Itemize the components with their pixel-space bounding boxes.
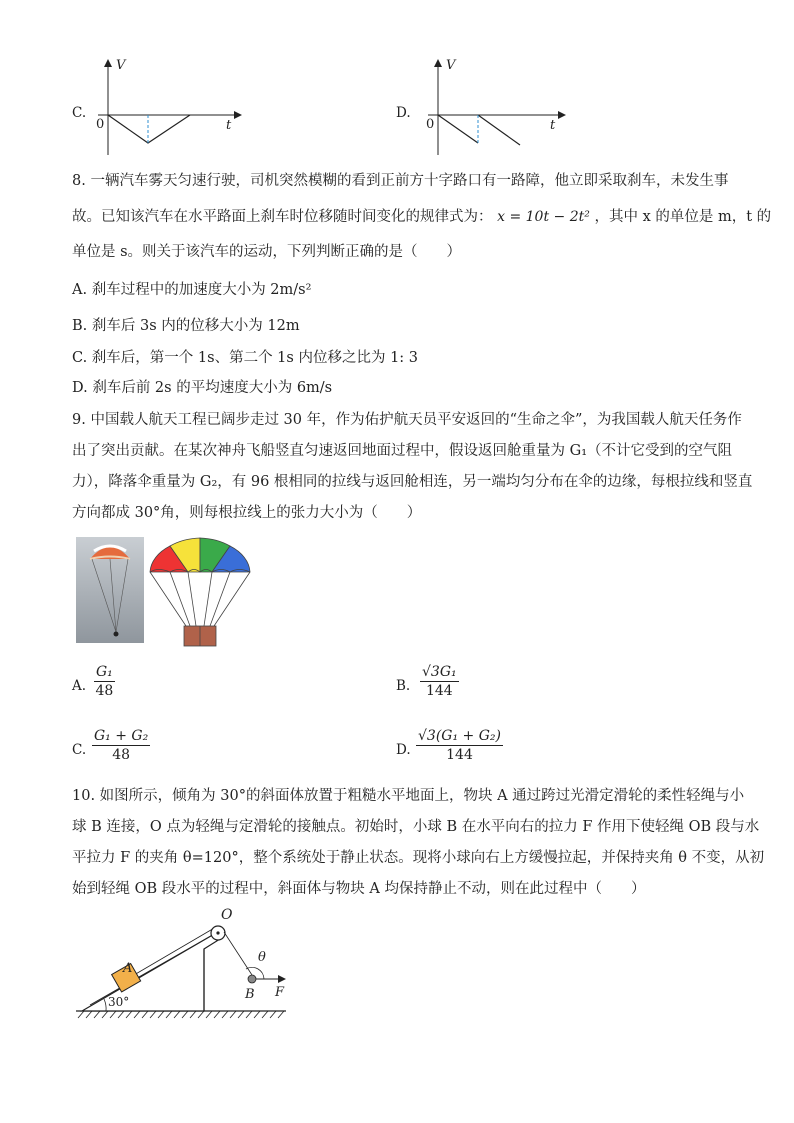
q9-option-c-den: 48 — [112, 747, 131, 763]
label-o: O — [221, 907, 233, 923]
q9-option-d-num: √3(G₁ + G₂) — [418, 728, 501, 744]
label-b: B — [245, 987, 255, 1002]
q8-line-2a: 故。已知该汽车在水平路面上刹车时位移随时间变化的规律式为： — [72, 209, 493, 225]
q8-formula: x = 10t − 2t² — [497, 209, 590, 225]
q8-line-2 — [72, 207, 771, 227]
q10-line-1: 10. 如图所示，倾角为 30°的斜面体放置于粗糙水平地面上，物块 A 通过跨过光滑定滑轮的柔性轻绳与小 — [72, 788, 745, 804]
q9-option-a-fraction — [94, 664, 115, 699]
graph-c-axis-t: t — [226, 118, 232, 133]
q8-option-d: D. 刹车后前 2s 的平均速度大小为 6m/s — [72, 380, 333, 396]
q9-option-c — [72, 728, 182, 772]
velocity-time-graph-c — [70, 55, 250, 165]
label-theta: θ — [258, 950, 266, 965]
q10-line-4: 始到轻绳 OB 段水平的过程中，斜面体与物块 A 均保持静止不动，则在此过程中（ ） — [72, 881, 646, 897]
q9-option-a-num: G₁ — [96, 664, 113, 680]
q9-option-b-label: B. — [396, 678, 411, 694]
graph-d-axis-t: t — [550, 118, 556, 133]
q9-option-b-fraction — [420, 664, 459, 699]
q9-option-d-den: 144 — [446, 747, 473, 763]
graph-option-d — [396, 55, 576, 165]
graph-c-label: C. — [72, 105, 87, 121]
q9-option-c-label: C. — [72, 742, 87, 758]
q9-option-d-fraction — [416, 728, 503, 763]
q9-option-c-num: G₁ + G₂ — [94, 728, 149, 744]
graph-d-axis-v: V — [446, 58, 456, 73]
graph-option-c — [70, 55, 250, 165]
graph-d-origin: 0 — [426, 117, 435, 132]
incline-pulley-figure — [70, 905, 300, 1025]
graph-c-origin: 0 — [96, 117, 105, 132]
velocity-time-graph-d — [396, 55, 576, 165]
q9-option-d-label: D. — [396, 742, 411, 758]
q9-option-a-den: 48 — [95, 683, 114, 699]
q8-option-c: C. 刹车后，第一个 1s、第二个 1s 内位移之比为 1: 3 — [72, 350, 419, 366]
graph-c-axis-v: V — [116, 58, 126, 73]
q8-option-a: A. 刹车过程中的加速度大小为 2m/s² — [72, 282, 312, 298]
label-a: A — [123, 961, 133, 976]
q8-line-3: 单位是 s。则关于该汽车的运动，下列判断正确的是（ ） — [72, 244, 462, 260]
q9-option-c-fraction — [92, 728, 150, 763]
q9-line-4: 方向都成 30°角，则每根拉线上的张力大小为（ ） — [72, 505, 422, 521]
q10-line-2: 球 B 连接，O 点为轻绳与定滑轮的接触点。初始时，小球 B 在水平向右的拉力 F 作用下使轻绳 OB 段与水 — [72, 819, 760, 835]
parachute-photo — [76, 537, 144, 643]
q10-line-3: 平拉力 F 的夹角 θ=120°，整个系统处于静止状态。现将小球向右上方缓慢拉起，并保持夹角 θ 不变，从初 — [72, 850, 765, 866]
graph-d-label: D. — [396, 105, 411, 121]
q9-option-d — [396, 728, 536, 772]
q9-option-b — [396, 664, 496, 708]
q9-option-a-label: A. — [72, 678, 87, 694]
q9-option-a — [72, 664, 152, 708]
q9-line-2: 出了突出贡献。在某次神舟飞船竖直匀速返回地面过程中，假设返回舱重量为 G₁（不计它受到的空气阻 — [72, 443, 733, 459]
q8-option-b: B. 刹车后 3s 内的位移大小为 12m — [72, 318, 300, 334]
q8-line-1: 8. 一辆汽车雾天匀速行驶，司机突然模糊的看到正前方十字路口有一路障，他立即采取刹车，未发生事 — [72, 173, 729, 189]
q9-line-1: 9. 中国载人航天工程已阔步走过 30 年，作为佑护航天员平安返回的“生命之伞”，为我国载人航天任务作 — [72, 412, 742, 428]
label-incline-angle: 30° — [108, 995, 130, 1009]
parachute-diagram — [148, 536, 252, 648]
q9-line-3: 力），降落伞重量为 G₂，有 96 根相同的拉线与返回舱相连，另一端均匀分布在伞的边缘，每根拉线和竖直 — [72, 474, 753, 490]
q9-option-b-num: √3G₁ — [422, 664, 457, 680]
q9-option-b-den: 144 — [425, 683, 453, 699]
q8-line-2b: ，其中 x 的单位是 m，t 的 — [594, 209, 772, 225]
label-f: F — [275, 985, 285, 1000]
